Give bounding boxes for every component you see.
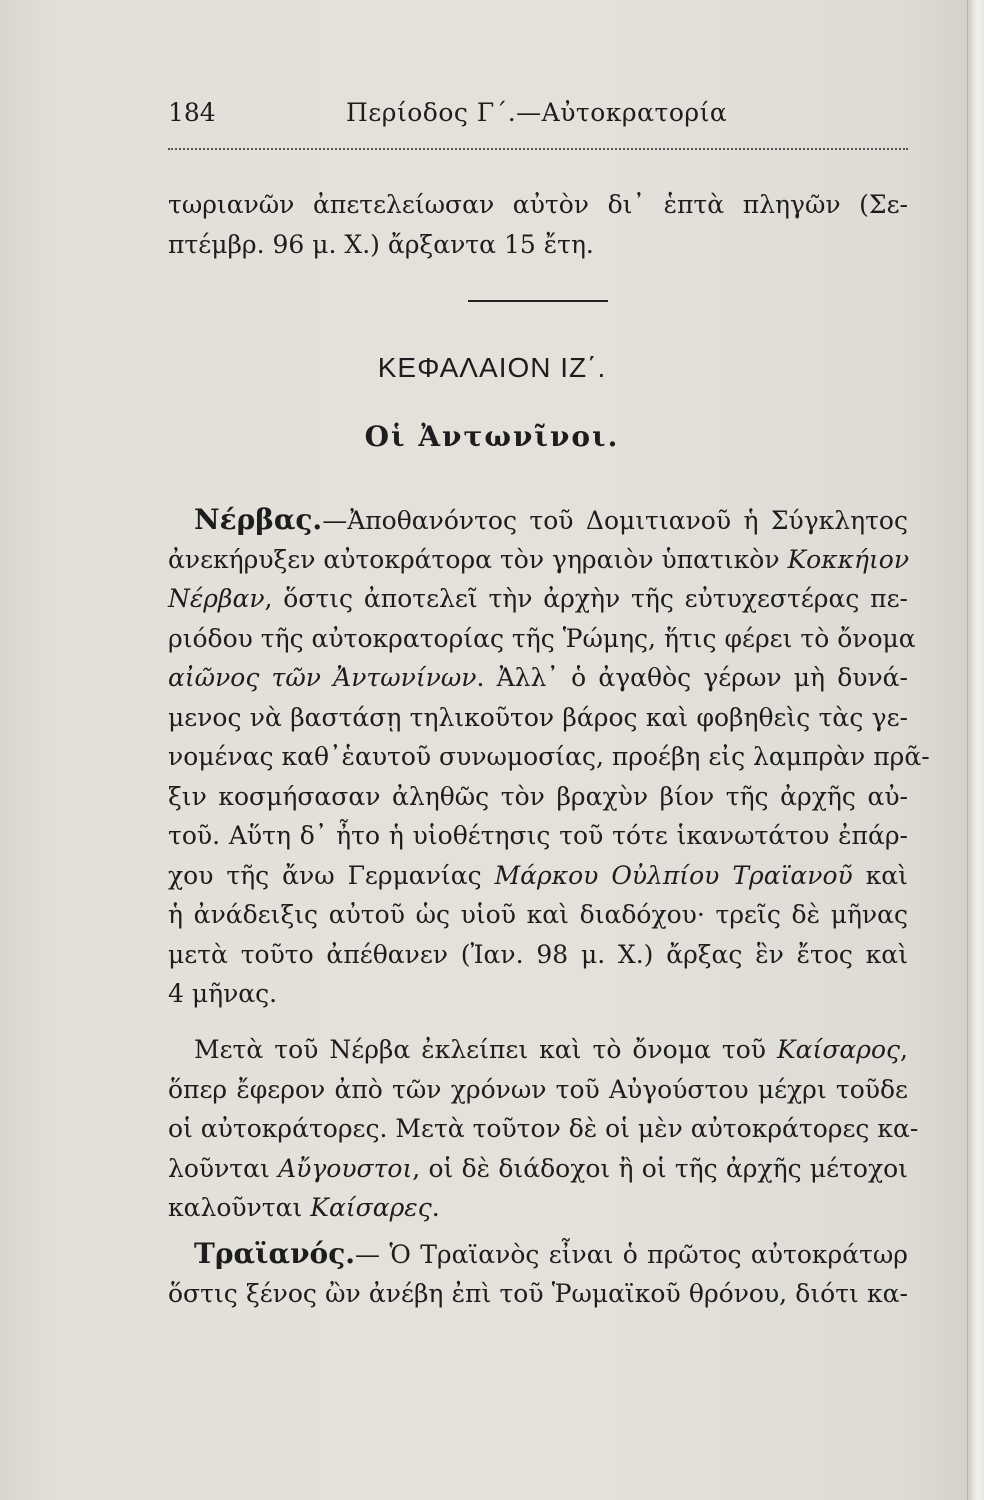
page-header <box>168 98 908 138</box>
section-heading: Οἱ Ἀντωνῖνοι. <box>364 420 620 453</box>
text-line: τοῦ. Αὕτη δ᾽ ἦτο ἡ υἱοθέτησις τοῦ τότε ἱκανωτάτου ἐπάρ- <box>168 821 908 850</box>
italic-name: Κοκκήιον <box>787 544 910 574</box>
text-line <box>168 540 908 580</box>
paragraph-lead: Τραϊανός. <box>194 1237 355 1270</box>
italic-name: Νέρβαν <box>168 584 265 613</box>
italic-name: Αὔγουστοι <box>278 1153 413 1183</box>
trajan-paragraph <box>168 1234 908 1313</box>
text-line: νομένας καθ᾽ἑαυτοῦ συνωμοσίας, προέβη εἰς λαμπρὰν πρᾶ- <box>168 742 930 771</box>
line-segment: καλοῦνται <box>168 1193 311 1222</box>
italic-name: αἰῶνος τῶν Ἀντωνίνων <box>168 663 477 692</box>
page-number: 184 <box>168 98 216 127</box>
line-segment: καὶ <box>852 860 908 890</box>
italic-name: Καίσαρος <box>776 1035 901 1064</box>
text-line: ξιν κοσμήσασαν ἀληθῶς τὸν βραχὺν βίον τῆς ἀρχῆς αὐ- <box>168 781 908 811</box>
header-rule <box>168 148 908 150</box>
text-line <box>168 1188 908 1228</box>
line-segment: — Ὁ Τραϊανὸς εἶναι ὁ πρῶτος αὐτοκράτωρ <box>355 1240 908 1269</box>
text-line: μενος νὰ βαστάσῃ τηλικοῦτον βάρος καὶ φοβηθεὶς τὰς γε- <box>168 702 908 732</box>
intro-paragraph <box>168 185 908 264</box>
italic-name: Μάρκου Οὐλπίου Τραϊανοῦ <box>494 860 853 890</box>
text-line <box>168 1234 908 1274</box>
text-line: 4 μῆνας. <box>168 979 278 1008</box>
line-segment: Μετὰ τοῦ Νέρβα ἐκλείπει καὶ τὸ ὄνομα τοῦ <box>194 1035 777 1064</box>
line-segment: —Ἀποθανόντος τοῦ Δομιτιανοῦ ἡ Σύγκλητος <box>322 506 908 535</box>
line-segment: , ὅστις ἀποτελεῖ τὴν ἀρχὴν τῆς εὐτυχεστέρας πε- <box>264 584 908 613</box>
paragraph-lead: Νέρβας. <box>194 503 323 536</box>
italic-name: Καίσαρες <box>310 1193 432 1222</box>
nerva-paragraph <box>168 500 930 1014</box>
scan-edge <box>967 0 984 1500</box>
text-line: τωριανῶν ἀπετελείωσαν αὐτὸν δι᾽ ἑπτὰ πληγῶν (Σε- <box>168 190 908 219</box>
line-segment: χου τῆς ἄνω Γερμανίας <box>168 860 495 890</box>
text-line <box>168 658 908 698</box>
text-line: ἡ ἀνάδειξις αὐτοῦ ὡς υἱοῦ καὶ διαδόχου· τρεῖς δὲ μῆνας <box>168 900 908 929</box>
chapter-heading: ΚΕΦΑΛΑΙΟΝ ΙΖ΄. <box>377 352 607 383</box>
line-segment: ἀνεκήρυξεν αὐτοκράτορα τὸν γηραιὸν ὑπατικὸν <box>168 544 788 574</box>
text-line: πτέμβρ. 96 μ. Χ.) ἄρξαντα 15 ἔτη. <box>168 229 594 259</box>
text-line: ριόδου τῆς αὐτοκρατορίας τῆς Ῥώμης, ἥτις φέρει τὸ ὄνομα <box>168 623 916 653</box>
line-segment: λοῦνται <box>168 1153 279 1183</box>
section-divider <box>468 300 608 302</box>
text-line <box>168 500 908 540</box>
text-line: ὅστις ξένος ὢν ἀνέβη ἐπὶ τοῦ Ῥωμαϊκοῦ θρόνου, διότι κα- <box>168 1278 908 1308</box>
line-segment: , οἱ δὲ διάδοχοι ἢ οἱ τῆς ἀρχῆς μέτοχοι <box>412 1153 908 1183</box>
line-segment: . <box>431 1193 440 1222</box>
text-line <box>168 1030 908 1070</box>
line-segment: . Ἀλλ᾽ ὁ ἀγαθὸς γέρων μὴ δυνά- <box>476 663 908 692</box>
text-line: μετὰ τοῦτο ἀπέθανεν (Ἰαν. 98 μ. Χ.) ἄρξας ἓν ἔτος καὶ <box>168 939 908 969</box>
text-line: ὅπερ ἔφερον ἀπὸ τῶν χρόνων τοῦ Αὐγούστου μέχρι τοῦδε <box>168 1074 908 1104</box>
line-segment: , <box>900 1035 908 1064</box>
text-line <box>168 1149 908 1189</box>
caesar-paragraph <box>168 1030 919 1228</box>
text-line: οἱ αὐτοκράτορες. Μετὰ τοῦτον δὲ οἱ μὲν αὐτοκράτορες κα- <box>168 1114 919 1143</box>
running-title: Περίοδος Γ΄.—Αὐτοκρατορία <box>346 98 728 127</box>
text-line <box>168 579 908 619</box>
text-line <box>168 856 908 896</box>
